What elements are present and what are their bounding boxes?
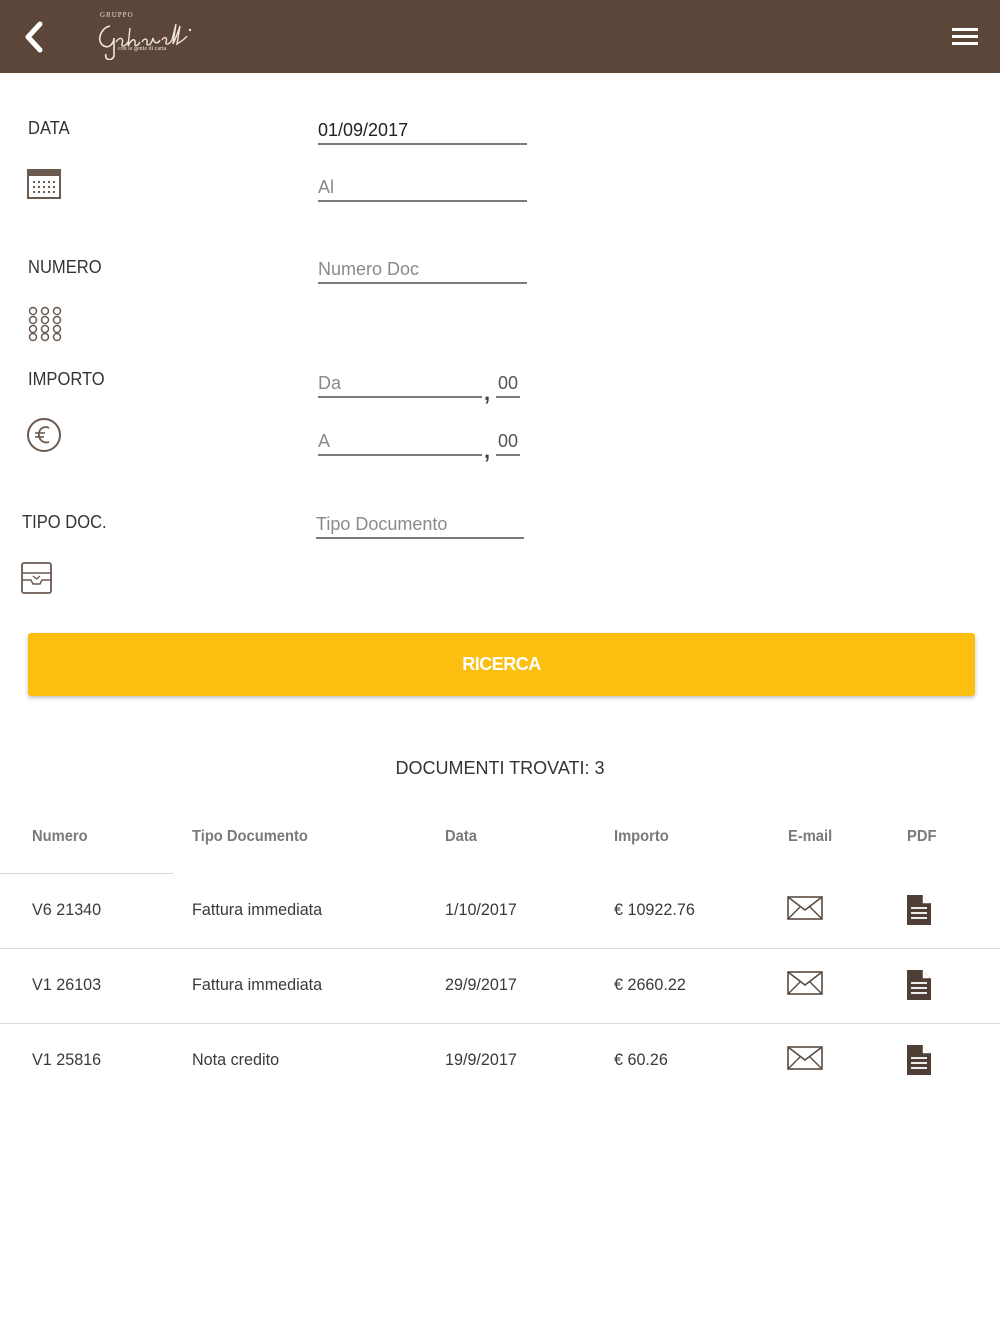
pdf-document-icon[interactable] — [906, 894, 932, 926]
data-label: DATA — [28, 118, 70, 138]
column-header-email: E-mail — [788, 828, 833, 845]
numero-doc-field[interactable] — [318, 256, 527, 284]
table-row[interactable] — [0, 1024, 1000, 1099]
importo-from-comma: , — [484, 380, 491, 405]
cell-numero: V1 26103 — [32, 975, 102, 994]
column-header-importo[interactable]: Importo — [614, 828, 669, 845]
column-header-tipo-documento[interactable]: Tipo Documento — [192, 828, 308, 845]
cell-importo: € 10922.76 — [614, 900, 695, 919]
envelope-icon[interactable] — [787, 1046, 823, 1070]
hamburger-menu-icon — [948, 22, 982, 52]
envelope-icon[interactable] — [787, 896, 823, 920]
date-from-field[interactable] — [318, 117, 527, 145]
column-header-data[interactable]: Data — [445, 828, 477, 845]
pdf-document-icon[interactable] — [906, 969, 932, 1001]
cell-numero: V6 21340 — [32, 900, 102, 919]
results-count: DOCUMENTI TROVATI: 3 — [395, 758, 605, 778]
cell-data: 29/9/2017 — [445, 975, 517, 994]
pdf-document-icon[interactable] — [906, 1044, 932, 1076]
importo-to-field[interactable] — [318, 428, 482, 456]
cell-importo: € 60.26 — [614, 1050, 668, 1069]
importo-from-cents-field[interactable] — [496, 370, 520, 398]
table-row[interactable] — [0, 874, 1000, 949]
numero-label: NUMERO — [28, 257, 102, 277]
cell-data: 19/9/2017 — [445, 1050, 517, 1069]
cell-data: 1/10/2017 — [445, 900, 517, 919]
app-header — [0, 0, 1000, 73]
importo-from-field[interactable] — [318, 370, 482, 398]
inbox-icon — [21, 562, 52, 594]
date-to-field[interactable] — [318, 174, 527, 202]
cell-tipo: Nota credito — [192, 1050, 280, 1069]
cell-tipo: Fattura immediata — [192, 900, 323, 919]
logo-signature — [92, 16, 202, 60]
keypad-icon — [27, 306, 63, 342]
chevron-left-icon — [16, 16, 56, 56]
cell-tipo: Fattura immediata — [192, 975, 323, 994]
calendar-icon — [27, 167, 61, 200]
tipo-documento-field[interactable] — [316, 511, 524, 539]
gabrielli-logo — [92, 8, 202, 64]
menu-button[interactable] — [948, 22, 982, 52]
cell-numero: V1 25816 — [32, 1050, 102, 1069]
envelope-icon[interactable] — [787, 971, 823, 995]
ricerca-button[interactable]: RICERCA — [28, 633, 975, 696]
back-button[interactable] — [16, 16, 56, 56]
euro-icon — [26, 417, 62, 453]
column-header-numero[interactable]: Numero — [32, 828, 88, 845]
importo-to-cents-field[interactable] — [496, 428, 520, 456]
logo-top-text: GRUPPO — [100, 11, 134, 19]
cell-importo: € 2660.22 — [614, 975, 686, 994]
table-row[interactable] — [0, 949, 1000, 1024]
importo-to-comma: , — [484, 438, 491, 463]
column-header-pdf: PDF — [907, 828, 937, 845]
importo-label: IMPORTO — [28, 369, 105, 389]
tipo-doc-label: TIPO DOC. — [22, 512, 107, 532]
logo-tagline: con le gente di carta — [118, 46, 167, 52]
